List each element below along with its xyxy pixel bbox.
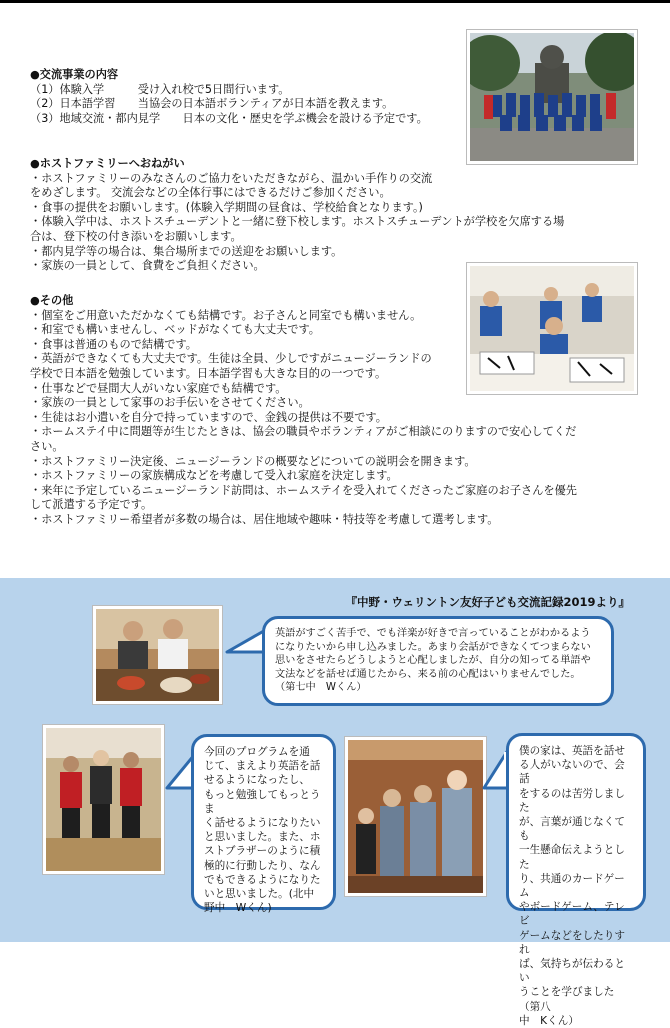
other-line: ・ホームステイ中に問題等が生じたときは、協会の職員やボランティアがご相談にのりますので安心してくだ xyxy=(30,425,577,439)
exchange-line: （2）日本語学習 当協会の日本語ボランティアが日本語を教えます。 xyxy=(30,97,394,111)
bubble2-line: いと思いました。(北中 xyxy=(204,888,315,901)
dinner-photo xyxy=(93,606,222,704)
bubble3-line: をするのは苦労しました xyxy=(519,787,625,814)
other-line: ・英語ができなくても大丈夫です。生徒は全員、少しですがニュージーランドの xyxy=(30,352,432,366)
request-line: ・都内見学等の場合は、集合場所までの送迎をお願いします。 xyxy=(30,244,343,258)
bubble3-line: り、共通のカードゲーム xyxy=(519,872,625,900)
bubble3-line: うことを学びました（第八 xyxy=(519,986,615,1013)
bubble1-line: 英語がすごく苦手で、でも洋楽が好きで言っていることがわかるよう xyxy=(275,628,591,639)
request-line: をめざします。 交流会などの全体行事にはできるだけご参加ください。 xyxy=(30,186,391,200)
request-heading: ●ホストファミリーへおねがい xyxy=(30,157,185,170)
bubble1-line: になりたいから申し込みました。あまり会話ができなくてつまらない xyxy=(275,641,591,653)
bubble3-line: ば、気持ちが伝わるとい xyxy=(519,958,625,985)
bubble2-line: せるようになったし、 xyxy=(204,774,310,787)
gym-photo xyxy=(43,725,164,874)
exchange-section xyxy=(30,68,428,126)
other-line: ・食事は普通のもので結構です。 xyxy=(30,337,197,351)
request-line: ・体験入学中は、ホストスチューデントと一緒に登下校します。ホストスチューデントが学校を欠席する場 xyxy=(30,215,565,229)
bubble2-line: 野中 Wくん) xyxy=(204,902,272,915)
yukata-photo xyxy=(345,737,486,896)
bubble2-line: 極的に行動したり、なん xyxy=(204,859,321,872)
exchange-heading: ●交流事業の内容 xyxy=(30,68,119,81)
request-section xyxy=(30,157,564,274)
bubble3-line: が、言葉が通じなくても xyxy=(519,816,625,843)
other-line: ・ホストファミリー決定後、ニュージーランドの概要などについての説明会を開きます。 xyxy=(30,454,476,468)
bubble3-line: 僕の家は、英語を話せ xyxy=(519,745,625,757)
bubble3-line: 中 Kくん） xyxy=(519,1014,579,1027)
other-line: ・ホストファミリー希望者が多数の場合は、居住地域や趣味・特技等を考慮して選考します。 xyxy=(30,512,499,526)
bubble2-line: じて、まえより英語を話 xyxy=(204,760,321,773)
other-line: さい。 xyxy=(30,439,64,453)
bubble3-line: 一生懸命伝えようとした xyxy=(519,844,625,871)
request-line: 合は、登下校の付き添いをお願いします。 xyxy=(30,229,242,243)
bubble2-line: と思いました。また、ホ xyxy=(204,831,321,844)
group-photo-buddha xyxy=(467,30,637,164)
bubble1-line: （第七中 Wくん） xyxy=(275,682,367,694)
bubble2-line: 今回のプログラムを通 xyxy=(204,746,310,758)
testimonial-bubble-1 xyxy=(262,616,614,706)
other-line: ・来年に予定しているニュージーランド訪問は、ホームステイを受入れてくださったご家庭のお子さんを優先 xyxy=(30,483,577,497)
testimonial-bubble-3 xyxy=(506,733,646,1027)
top-rule xyxy=(0,0,670,3)
bubble2-line: でもできるようになりた xyxy=(204,873,321,886)
calligraphy-photo xyxy=(467,263,637,394)
bubble2-line: く話せるようになりたい xyxy=(204,817,321,830)
other-line: ・家族の一員として家事のお手伝いをさせてください。 xyxy=(30,396,310,410)
other-line: して派遣する予定です。 xyxy=(30,498,153,512)
bubble3-line: ゲームなどをしたりすれ xyxy=(519,929,625,956)
other-line: ・仕事などで昼間大人がいない家庭でも結構です。 xyxy=(30,381,287,395)
bubble2-line: もっと勉強してもっとうま xyxy=(204,788,321,815)
bubble1-line: 文法などを話せば通じたから、来る前の心配はいりませんでした。 xyxy=(275,668,581,680)
exchange-line: （3）地域交流・都内見学 日本の文化・歴史を学ぶ機会を設ける予定です。 xyxy=(30,111,428,125)
bubble1-line: 思いをさせたらどうしようと心配しましたが、自分の知ってる単語や xyxy=(275,655,591,667)
other-line: 学校で日本語を勉強しています。日本語学習も大きな目的の一つです。 xyxy=(30,366,387,380)
testimonial-credit: 『中野・ウェリントン友好子ども交流記録2019より』 xyxy=(345,595,630,609)
other-line: ・和室でも構いませんし、ベッドがなくても大丈夫です。 xyxy=(30,323,320,337)
request-line: ・食事の提供をお願いします。(体験入学期間の昼食は、学校給食となります。) xyxy=(30,200,423,214)
request-line: ・ホストファミリーのみなさんのご協力をいただきながら、温かい手作りの交流 xyxy=(30,171,433,185)
bubble3-line: る人がいないので、会話 xyxy=(519,759,625,786)
testimonial-bubble-2 xyxy=(191,734,336,915)
bubble3-line: やボードゲーム、テレビ xyxy=(519,901,625,928)
other-heading: ●その他 xyxy=(30,294,74,307)
request-line: ・家族の一員として、食費をご負担ください。 xyxy=(30,259,265,273)
other-line: ・生徒はお小遣いを自分で持っていますので、金銭の提供は不要です。 xyxy=(30,410,387,424)
exchange-line: （1）体験入学 受け入れ校で5日間行います。 xyxy=(30,82,290,96)
other-line: ・ホストファミリーの家族構成などを考慮して受入れ家庭を決定します。 xyxy=(30,469,398,483)
other-line: ・個室をご用意いただかなくても結構です。お子さんと同室でも構いません。 xyxy=(30,308,422,322)
bubble2-line: ストブラザーのように積 xyxy=(204,845,321,858)
